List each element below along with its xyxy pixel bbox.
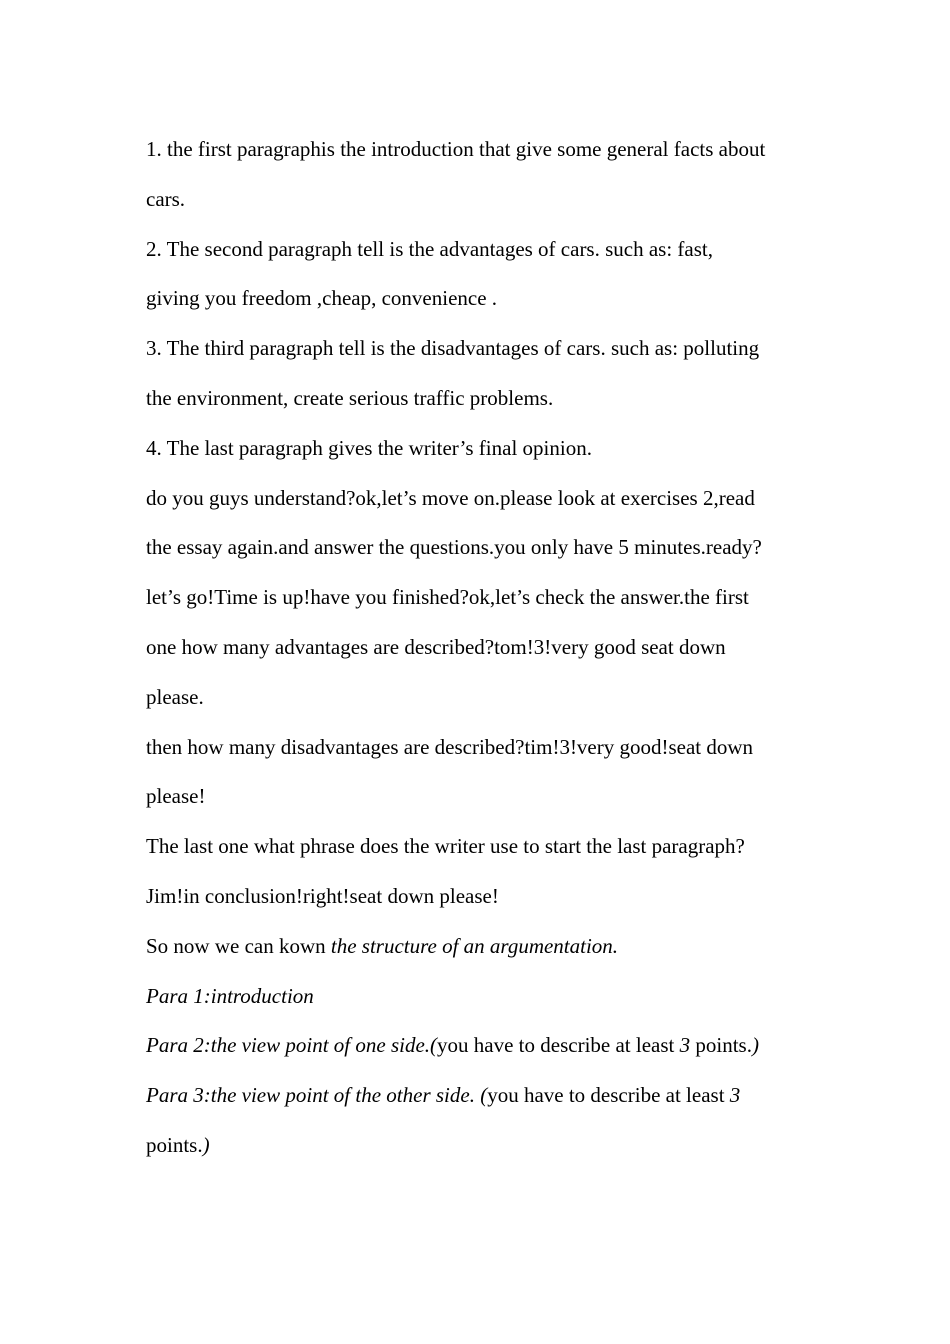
para2-line [146, 1021, 826, 1071]
para1-line: Para 1:introduction [146, 983, 314, 1008]
para3-line-continued [146, 1121, 826, 1171]
text-line-7: 4. The last paragraph gives the writer’s final opinion. [146, 435, 592, 460]
text-line-4: giving you freedom ,cheap, convenience . [146, 286, 498, 311]
text-line-9: the essay again.and answer the questions.you only have 5 minutes.ready? [146, 535, 762, 560]
document-body [146, 125, 826, 1171]
para2-heading: Para 2:the view point of one side.( [146, 1033, 438, 1058]
para3-line [146, 1071, 826, 1121]
text-line-16: Jim!in conclusion!right!seat down please! [146, 883, 499, 908]
structure-intro-italic: the structure of an argumentation. [330, 933, 619, 958]
structure-intro-line [146, 922, 826, 972]
text-line-14: please! [146, 784, 206, 809]
para2-number: 3 [679, 1033, 691, 1058]
text-line-15: The last one what phrase does the writer use to start the last paragraph? [146, 834, 745, 859]
text-line-2: cars. [146, 186, 186, 211]
text-line-12: please. [146, 684, 204, 709]
para3-note: you have to describe at least [487, 1083, 730, 1108]
para3-points: points. [146, 1132, 203, 1157]
text-line-10: let’s go!Time is up!have you finished?ok,let’s check the answer.the first [146, 585, 749, 610]
para3-heading: Para 3:the view point of the other side. ( [146, 1083, 488, 1108]
text-line-3: 2. The second paragraph tell is the advantages of cars. such as: fast, [146, 236, 713, 261]
para2-points: points. [690, 1033, 752, 1058]
para2-note: you have to describe at least [437, 1033, 680, 1058]
text-line-1: 1. the first paragraphis the introduction that give some general facts about [146, 137, 766, 161]
text-line-5: 3. The third paragraph tell is the disadvantages of cars. such as: polluting [146, 336, 760, 361]
structure-intro-plain: So now we can kown [146, 933, 331, 958]
text-line-8: do you guys understand?ok,let’s move on.please look at exercises 2,read [146, 485, 755, 510]
text-line-6: the environment, create serious traffic problems. [146, 385, 554, 410]
para3-close-paren: ) [202, 1132, 210, 1157]
text-line-13: then how many disadvantages are described?tim!3!very good!seat down [146, 734, 754, 759]
para2-close-paren: ) [751, 1033, 759, 1058]
para3-number: 3 [729, 1083, 741, 1108]
text-line-11: one how many advantages are described?tom!3!very good seat down [146, 634, 726, 659]
